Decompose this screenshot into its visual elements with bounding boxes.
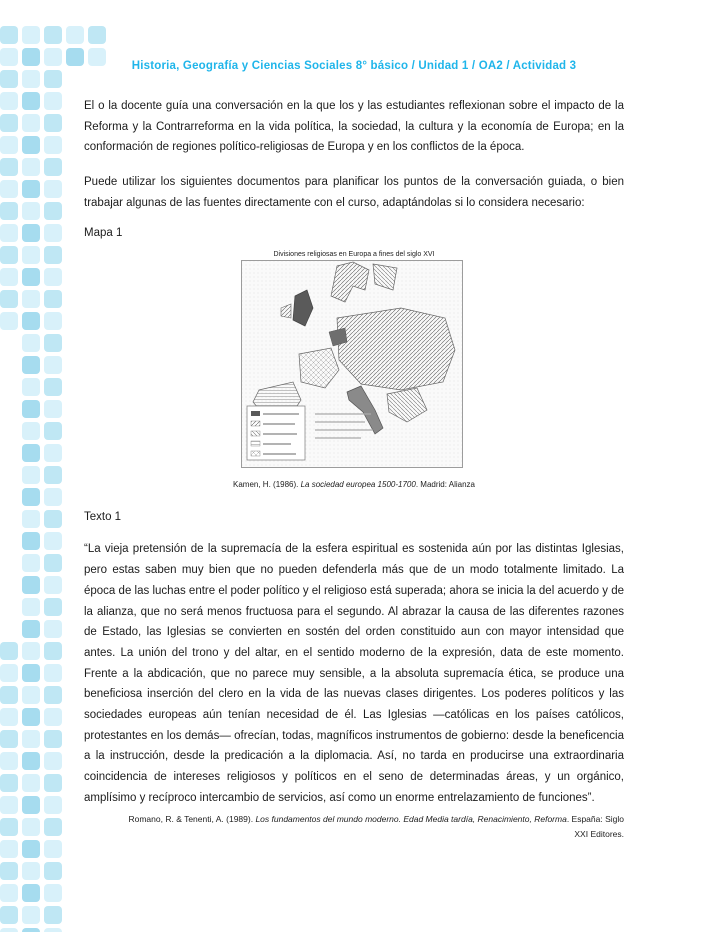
quote-source-work-title: Los fundamentos del mundo moderno. Edad Media tardía, Renacimiento, Reforma <box>255 814 567 825</box>
map-caption-work-title: La sociedad europea 1500-1700 <box>300 480 416 490</box>
document-page <box>84 60 624 841</box>
map-caption-author: Kamen, H. (1986). <box>233 480 301 490</box>
page-title: Historia, Geografía y Ciencias Sociales 8° básico / Unidad 1 / OA2 / Actividad 3 <box>131 60 577 72</box>
quote-source-authors: Romano, R. & Tenenti, A. (1989). <box>128 814 256 825</box>
quote-paragraph: “La vieja pretensión de la supremacía de la esfera espiritual es sostenida aún por las distintas Iglesias, pero estas saben muy bien que no pueden defenderla más que de un modo totalmente limitado. La época de las luchas entre el poder político y el religioso está superada; ahora se inicia la del acuerdo y de la alianza, que no será menos fructuosa para el segundo. Al abrazar la causa de las diferentes razones de Estado, las Iglesias se convierten en sostén del orden constituido aun con mayor intensidad que antes. La unión del trono y del altar, en el sentido moderno de la expresión, data de este momento. Frente a la abdicación, que no parece muy sensible, a la absoluta supremacía ética, se produce una beneficiosa inserción del clero en la vida de las nuevas clases dirigentes. Los poderes políticos y las sociedades europeas aún tenían necesidad de él. Las Iglesias —católicas en los países católicos, protestantes en los demás— ofrecían, todas, magníficos instrumentos de gobierno: desde la beneficencia a la instrucción, desde la predicación a la diplomacia. Así, no tarda en producirse una extraordinaria coincidencia de intereses religiosos y políticos en el seno de determinadas áreas, y un orgánico, amplísimo y recíproco intercambio de servicios, así como un enorme entrelazamiento de funciones”. <box>84 543 624 804</box>
map-section-label: Mapa 1 <box>84 227 123 240</box>
europe-map-image <box>241 260 463 468</box>
intro-paragraph-1: El o la docente guía una conversación en la que los y las estudiantes reflexionan sobre el impacto de la Reforma y la Contrarreforma en la vida política, la sociedad, la cultura y la economía de Europa; en la conformación de regiones político-religiosas de Europa y en los conflictos de la época. <box>84 100 624 154</box>
intro-paragraph-2: Puede utilizar los siguientes documentos para planificar los puntos de la conversación guiada, o bien trabajar algunas de las fuentes directamente con el curso, adaptándolas si lo considera necesario: <box>84 176 624 209</box>
map-figure <box>241 251 467 468</box>
map-caption <box>84 480 624 489</box>
quote-source-publisher: . España: Siglo XXI Editores. <box>566 814 624 839</box>
quote-source <box>124 812 624 841</box>
map-caption-publisher: . Madrid: Alianza <box>415 480 475 490</box>
map-title: Divisiones religiosas en Europa a fines del siglo XVI <box>273 251 435 259</box>
text-section-label: Texto 1 <box>84 511 122 524</box>
map-legend <box>247 406 305 460</box>
